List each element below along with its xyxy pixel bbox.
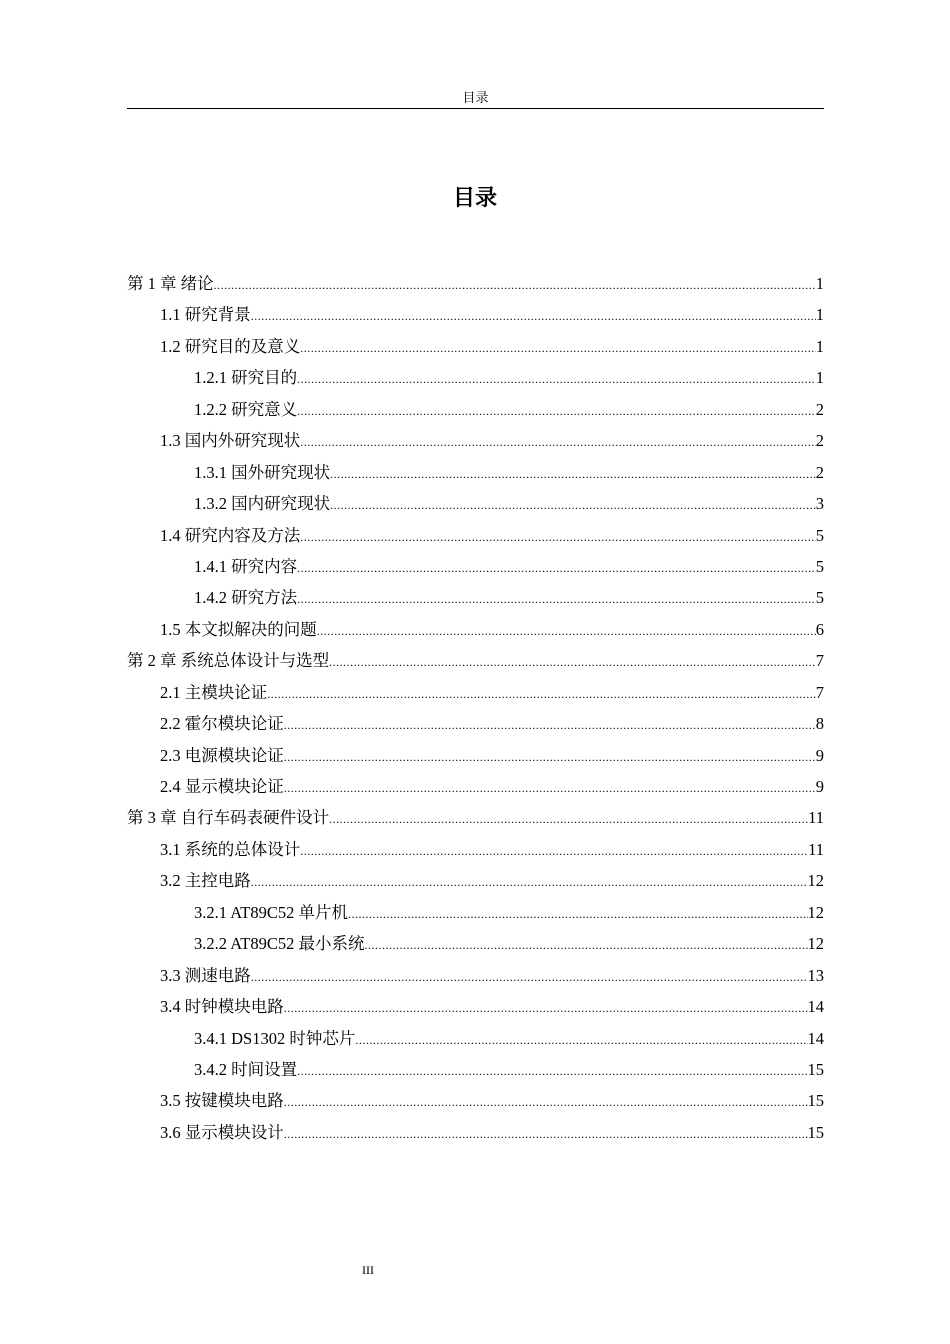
toc-entry[interactable] <box>127 1023 824 1054</box>
toc-entry[interactable] <box>127 771 824 802</box>
toc-dot-leader <box>355 1025 807 1056</box>
toc-entry-page: 1 <box>815 274 824 293</box>
toc-entry[interactable] <box>127 457 824 488</box>
toc-entry-page: 2 <box>815 399 824 419</box>
toc-entry-page: 1 <box>815 336 824 356</box>
toc-entry[interactable] <box>127 551 824 582</box>
toc-dot-leader <box>330 459 816 490</box>
toc-entry-page: 14 <box>807 997 824 1017</box>
toc-dot-leader <box>284 773 816 804</box>
toc-entry-page: 5 <box>815 588 824 608</box>
toc-entry-label: 3.4.1 DS1302 时钟芯片 <box>194 1028 356 1048</box>
toc-dot-leader <box>365 930 808 961</box>
toc-dot-leader <box>297 553 816 584</box>
table-of-contents <box>127 268 824 1148</box>
toc-entry-label: 3.6 显示模块设计 <box>160 1122 284 1142</box>
header-rule <box>127 108 824 109</box>
toc-entry-label: 3.3 测速电路 <box>160 965 251 985</box>
toc-dot-leader <box>267 679 816 710</box>
toc-entry-page: 6 <box>815 619 824 639</box>
toc-entry[interactable] <box>127 614 824 645</box>
toc-entry-label: 3.4 时钟模块电路 <box>160 997 284 1017</box>
toc-entry-label: 2.3 电源模块论证 <box>160 745 284 765</box>
toc-dot-leader <box>284 993 808 1024</box>
toc-entry-page: 14 <box>807 1028 824 1048</box>
toc-dot-leader <box>329 647 816 678</box>
toc-entry[interactable] <box>127 1054 824 1085</box>
toc-entry-label: 1.2 研究目的及意义 <box>160 336 301 356</box>
toc-entry-page: 3 <box>815 494 824 514</box>
toc-dot-leader <box>297 364 816 395</box>
toc-dot-leader <box>300 427 816 458</box>
toc-entry-page: 7 <box>815 651 824 671</box>
toc-dot-leader <box>251 867 808 898</box>
toc-entry-page: 9 <box>815 745 824 765</box>
toc-entry-label: 第 1 章 绪论 <box>127 274 214 293</box>
toc-entry-label: 1.5 本文拟解决的问题 <box>160 619 317 639</box>
toc-entry-label: 1.2.1 研究目的 <box>194 368 298 388</box>
toc-entry-page: 1 <box>815 305 824 325</box>
page-number: III <box>362 1263 374 1277</box>
toc-entry-label: 3.5 按键模块电路 <box>160 1091 284 1111</box>
toc-entry[interactable] <box>127 331 824 362</box>
toc-dot-leader <box>300 333 816 364</box>
toc-entry-page: 15 <box>807 1059 824 1079</box>
toc-entry-page: 12 <box>807 934 824 954</box>
toc-entry[interactable] <box>127 677 824 708</box>
toc-entry-page: 12 <box>807 871 824 891</box>
toc-entry-label: 1.3.1 国外研究现状 <box>194 462 331 482</box>
toc-entry-label: 1.1 研究背景 <box>160 305 251 325</box>
toc-entry[interactable] <box>127 991 824 1022</box>
toc-entry-page: 13 <box>807 965 824 985</box>
toc-entry-page: 11 <box>808 808 824 828</box>
toc-entry-page: 5 <box>815 525 824 545</box>
toc-entry-label: 3.4.2 时间设置 <box>194 1059 298 1079</box>
toc-entry-page: 2 <box>815 462 824 482</box>
toc-entry[interactable] <box>127 425 824 456</box>
toc-dot-leader <box>297 1056 807 1087</box>
toc-dot-leader <box>300 522 816 553</box>
toc-entry-page: 9 <box>815 777 824 796</box>
toc-dot-leader <box>284 1087 808 1118</box>
toc-entry[interactable] <box>127 834 824 865</box>
toc-entry-label: 2.2 霍尔模块论证 <box>160 714 284 734</box>
toc-entry-label: 1.4.1 研究内容 <box>194 556 298 576</box>
toc-entry[interactable] <box>127 865 824 896</box>
toc-entry-label: 3.2 主控电路 <box>160 871 251 891</box>
toc-entry-page: 15 <box>807 1122 824 1142</box>
toc-entry[interactable] <box>127 708 824 739</box>
toc-dot-leader <box>300 836 808 867</box>
toc-dot-leader <box>284 710 816 741</box>
toc-dot-leader <box>348 899 807 930</box>
toc-entry-page: 12 <box>807 902 824 922</box>
toc-entry-label: 3.2.1 AT89C52 单片机 <box>194 902 349 922</box>
toc-dot-leader <box>214 270 816 301</box>
toc-entry-label: 1.2.2 研究意义 <box>194 399 298 419</box>
toc-entry[interactable] <box>127 268 824 299</box>
toc-dot-leader <box>251 301 816 332</box>
toc-entry-label: 1.4.2 研究方法 <box>194 588 298 608</box>
toc-entry[interactable] <box>127 520 824 551</box>
toc-entry-label: 第 3 章 自行车码表硬件设计 <box>127 808 330 828</box>
toc-dot-leader <box>284 742 816 773</box>
toc-entry-page: 15 <box>807 1091 824 1111</box>
toc-entry-page: 8 <box>815 714 824 734</box>
toc-entry[interactable] <box>127 802 824 833</box>
toc-entry-page: 1 <box>815 368 824 388</box>
toc-entry-label: 1.4 研究内容及方法 <box>160 525 301 545</box>
toc-entry[interactable] <box>127 362 824 393</box>
toc-entry[interactable] <box>127 394 824 425</box>
toc-entry-label: 2.1 主模块论证 <box>160 682 268 702</box>
toc-entry[interactable] <box>127 960 824 991</box>
toc-entry[interactable] <box>127 1117 824 1148</box>
toc-entry-label: 第 2 章 系统总体设计与选型 <box>127 651 330 671</box>
toc-entry-page: 5 <box>815 556 824 576</box>
toc-dot-leader <box>317 616 816 647</box>
toc-title: 目录 <box>452 186 497 211</box>
toc-entry-page: 11 <box>808 839 824 859</box>
running-header: 目录 <box>462 91 489 106</box>
toc-dot-leader <box>297 584 816 615</box>
toc-entry[interactable] <box>127 299 824 330</box>
toc-dot-leader <box>284 1119 808 1150</box>
toc-entry[interactable] <box>127 645 824 676</box>
toc-entry[interactable] <box>127 582 824 613</box>
toc-entry[interactable] <box>127 740 824 771</box>
toc-dot-leader <box>297 396 816 427</box>
toc-entry-label: 1.3.2 国内研究现状 <box>194 494 331 514</box>
toc-entry[interactable] <box>127 928 824 959</box>
toc-entry[interactable] <box>127 897 824 928</box>
toc-dot-leader <box>329 804 808 835</box>
toc-dot-leader <box>330 490 816 521</box>
toc-entry-page: 7 <box>815 682 824 702</box>
toc-entry-label: 2.4 显示模块论证 <box>160 777 284 796</box>
toc-entry-label: 3.2.2 AT89C52 最小系统 <box>194 934 365 954</box>
toc-entry-label: 3.1 系统的总体设计 <box>160 839 301 859</box>
toc-dot-leader <box>251 962 808 993</box>
toc-entry[interactable] <box>127 1085 824 1116</box>
toc-entry-label: 1.3 国内外研究现状 <box>160 431 301 451</box>
toc-entry-page: 2 <box>815 431 824 451</box>
toc-entry[interactable] <box>127 488 824 519</box>
